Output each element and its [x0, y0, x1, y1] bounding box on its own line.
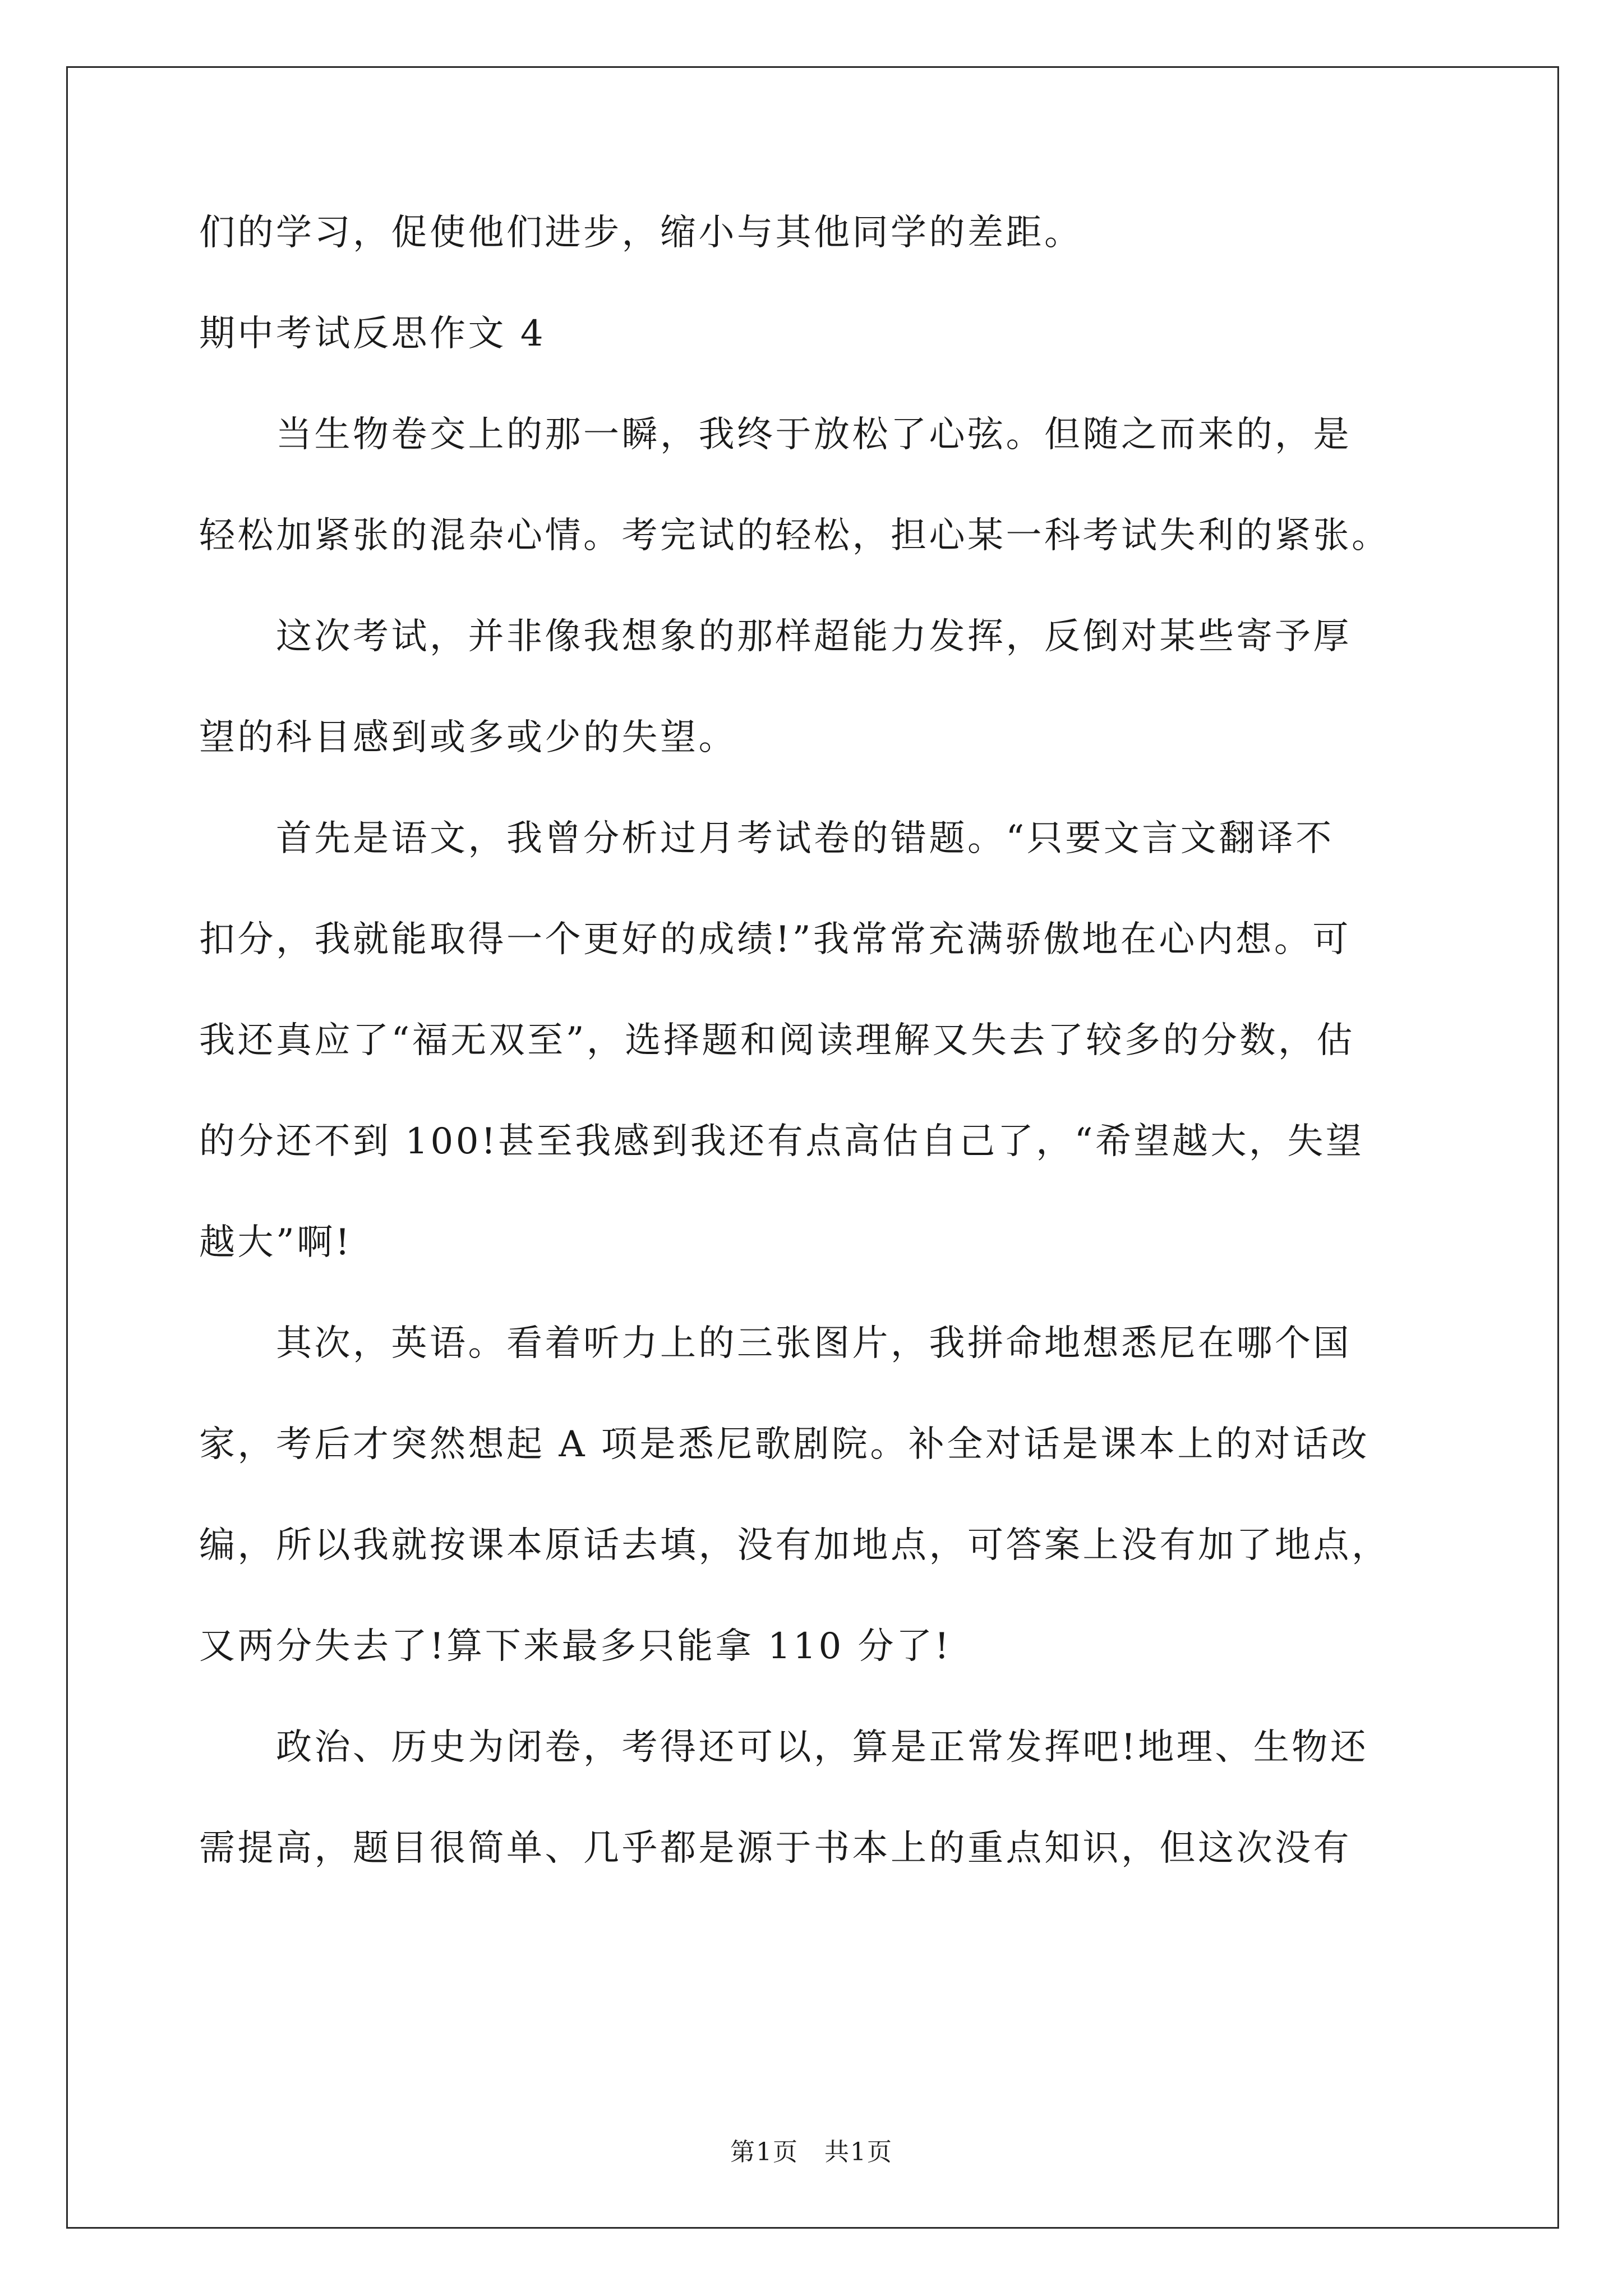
section-heading: 期中考试反思作文 4: [199, 313, 546, 355]
text-line: 首先是语文，我曾分析过月考试卷的错题。“只要文言文翻译不: [199, 818, 1334, 859]
text-line: 越大”啊!: [199, 1222, 352, 1263]
text-line: 编，所以我就按课本原话去填，没有加地点，可答案上没有加了地点，: [199, 1525, 1390, 1566]
text-line: 这次考试，并非像我想象的那样超能力发挥，反倒对某些寄予厚: [199, 616, 1352, 657]
text-line: 的分还不到 100!甚至我感到我还有点高估自己了，“希望越大，失望: [199, 1121, 1364, 1162]
text-line: 当生物卷交上的那一瞬，我终于放松了心弦。但随之而来的，是: [199, 414, 1352, 455]
page-number-footer: 第1页 共1页: [730, 2138, 893, 2166]
text-line: 我还真应了“福无双至”，选择题和阅读理解又失去了较多的分数，估: [199, 1020, 1355, 1061]
text-line: 政治、历史为闭卷，考得还可以，算是正常发挥吧!地理、生物还: [199, 1727, 1369, 1768]
text-line: 家，考后才突然想起 A 项是悉尼歌剧院。补全对话是课本上的对话改: [199, 1424, 1370, 1465]
text-line: 其次，英语。看着听力上的三张图片，我拼命地想悉尼在哪个国: [199, 1323, 1352, 1364]
text-line: 望的科目感到或多或少的失望。: [199, 717, 737, 758]
text-line: 们的学习，促使他们进步，缩小与其他同学的差距。: [199, 212, 1083, 254]
text-line: 轻松加紧张的混杂心情。考完试的轻松，担心某一科考试失利的紧张。: [199, 515, 1390, 556]
text-line: 需提高，题目很简单、几乎都是源于书本上的重点知识，但这次没有: [199, 1828, 1352, 1869]
text-line: 扣分，我就能取得一个更好的成绩!”我常常充满骄傲地在心内想。可: [199, 919, 1351, 960]
text-line: 又两分失去了!算下来最多只能拿 110 分了!: [199, 1626, 952, 1667]
